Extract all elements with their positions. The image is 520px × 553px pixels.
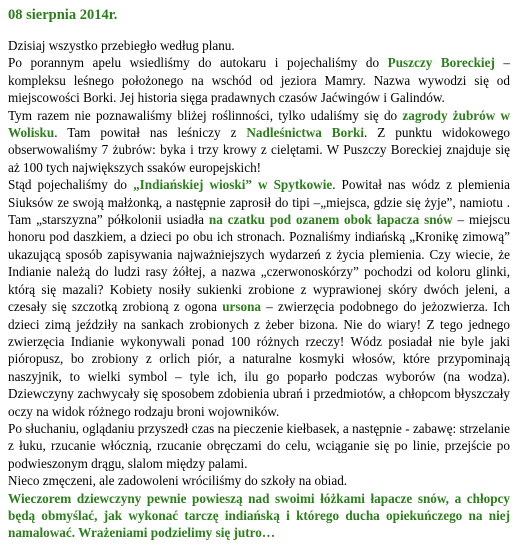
paragraph-intro: Dzisiaj wszystko przebiegło według planu. bbox=[8, 38, 235, 53]
paragraph-zubry bbox=[8, 107, 510, 177]
entry-body bbox=[8, 37, 510, 490]
entry-date: 08 sierpnia 2014r. bbox=[8, 7, 118, 23]
highlight-czatek: na czatku pod ozanem obok łapacza snów bbox=[208, 212, 453, 228]
text-span: . Powitał nas wódz z plemienia Siuksów ze swoją małżonką, a następnie zaprosił do tipi –„miejsca, gdzie się żyje”, namiotu . Tam „starszyzna” półkolonii usiadła bbox=[8, 177, 511, 228]
highlight-puszcza-borecka: Puszczy Boreckiej bbox=[387, 55, 495, 71]
paragraph-zabawy: Po słuchaniu, oglądaniu przyszedł czas na pieczenie kiełbasek, a następnie - zabawę: strzelanie z łuku, rzucanie włócznią, rzucanie obręczami do celu, wciąganie się po linie, przejście po podwieszonym drągu, slalom między palami. bbox=[8, 420, 510, 471]
highlight-nadlesnictwo: Nadleśnictwa Borki bbox=[246, 125, 365, 141]
text-span: . Tam powitał nas leśniczy z bbox=[54, 125, 247, 141]
text-span: – miejscu honoru pod daszkiem, a dzieci po obu ich stronach. Poznaliśmy indiańską „Kronikę zimową” ukazującą sposób zapisywania najważniejszych wydarzeń z życia plemienia. Czy wiecie, że Indianie należą do ludzi rasy żółtej, a nazwa „czerwonoskórzy” pochodzi od koloru glinki, którą się mazali? Kobiety nosiły sukienki zrobione z wyprawionej skóry dwóch jeleni, a czesały się szczotką zrobioną z ogona bbox=[8, 212, 510, 315]
text-span: – kompleksu leśnego położonego na wschód od jeziora Mamry. Nazwa wywodzi się od miejscowości Borki. Jej historia sięga pradawnych czasów Jaćwingów i Galindów. bbox=[8, 55, 511, 106]
paragraph-indianska-wioska bbox=[8, 176, 510, 420]
paragraph-powrot: Nieco zmęczeni, ale zadowoleni wróciliśmy do szkoły na obiad. bbox=[8, 473, 348, 489]
text-span: Tym razem nie poznawaliśmy bliżej roślinności, tylko udaliśmy się do bbox=[8, 107, 403, 123]
highlight-indianska-wioska: „Indiańskiej wioski” w Spytkowie bbox=[133, 177, 333, 193]
text-span: Po porannym apelu wsiedliśmy do autokaru i pojechaliśmy do bbox=[8, 55, 388, 71]
closing-paragraph: Wieczorem dziewczyny pewnie powieszą nad swoimi łóżkami łapacze snów, a chłopcy będą obmyślać, jak wykonać tarczę indiańską i którego ducha opiekuńczego na niej namalować. Wrażeniami podzielimy się jutro… bbox=[8, 490, 510, 541]
text-span: Stąd pojechaliśmy do bbox=[8, 177, 134, 193]
text-span: . Z punktu widokowego obserwowaliśmy 7 żubrów: byka i trzy krowy z cielętami. W Puszczy Boreckiej znajduje się aż 100 tych największych ssaków europejskich! bbox=[8, 125, 511, 175]
text-span: – zwierzęcia podobnego do jeżozwierza. Ich dzieci zimą jeździły na sankach zrobionych z żeber bizona. Nie do wiary! Z tego jednego zwierzęcia Indianie wykonywali ponad 100 różnych rzeczy! Wódz posiadał nie byle jaki pióropusz, bo zrobiony z orlich piór, a naturalne kosmyki włosów, które przypominają naszyjnik, to wielki symbol – tyle ich, ilu go poparło podczas wyborów (na wodza). Dziewczyny zachwycały się sposobem zdobienia ubrań i przedmiotów, a chłopcom błyszczały oczy na widok różnego rodzaju broni wojowników. bbox=[8, 299, 510, 419]
paragraph-puszcza bbox=[8, 54, 510, 106]
highlight-zagroda-zubrow: zagrody żubrów w Wolisku bbox=[8, 107, 510, 141]
highlight-urson: ursona bbox=[222, 299, 262, 315]
